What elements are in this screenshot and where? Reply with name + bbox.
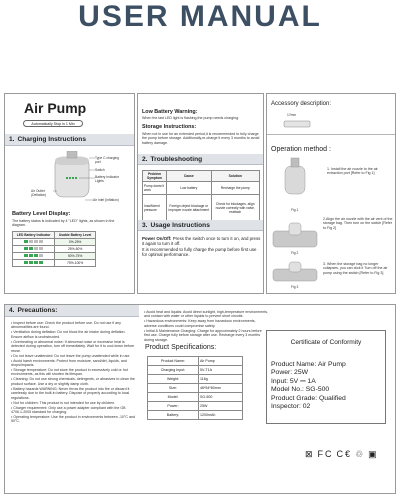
- led-bar: [29, 254, 33, 257]
- precaution-text: Overheating or abnormal noise: If abnormal noise or excessive heat is detected during operation, turn off immediately. Wait for it to cool down before reuse.: [11, 339, 135, 353]
- bullet-icon: •: [11, 330, 14, 335]
- spec-label: Power:: [148, 402, 199, 411]
- troubleshoot-table: [142, 170, 260, 221]
- precaution-text: Inspect before use: Check the product before use. Do not use if any abnormalities are found.: [11, 321, 121, 330]
- spec-label: Model:: [148, 393, 199, 402]
- pump-illustration: [53, 151, 91, 199]
- spec-value: 5V-T1A: [199, 366, 243, 375]
- list-item: [11, 354, 135, 358]
- compliance-mark-icon: ▣: [368, 449, 379, 459]
- table-row: [13, 239, 96, 246]
- usage-power-label: Power On/Off:: [142, 236, 172, 241]
- nozzle-accessory-icon: [283, 119, 311, 129]
- panel-precautions: [4, 304, 396, 494]
- table-row: [148, 393, 243, 402]
- nozzle-size-label: 17mm: [287, 113, 297, 117]
- certificate-box: [266, 330, 386, 424]
- list-item: [144, 310, 268, 319]
- list-item: [11, 401, 135, 405]
- cert-line: Product Grade: Qualified: [271, 394, 346, 402]
- usage-power-text: Press the switch once to turn it on, and press it again to turn it off.: [142, 236, 261, 247]
- trouble-col-cause: Cause: [167, 171, 211, 182]
- precaution-text: Initial & Maintenance Charging: Charge for approximately 2 hours before first use. Charge fully before storage after use. Recharge every 3 months during storage.: [144, 328, 262, 342]
- usage-recommend-text: It is recommended to fully charge the pump before first use for optimal performance.: [142, 246, 257, 258]
- battery-led-cell: [13, 246, 55, 253]
- troubleshoot-header-num: 2.: [142, 155, 148, 163]
- led-bar: [34, 247, 38, 250]
- bullet-icon: •: [11, 400, 14, 405]
- compliance-mark-icon: ⊠: [305, 449, 315, 459]
- list-item: [11, 415, 135, 424]
- spec-value: 25W: [199, 402, 243, 411]
- fig2-illustration: [272, 221, 318, 249]
- table-row: [143, 182, 260, 195]
- bullet-icon: •: [11, 368, 14, 373]
- compliance-mark-icon: FC: [317, 449, 334, 459]
- bullet-icon: •: [11, 358, 14, 363]
- step3-text: 3. When the storage bag no longer collapses, you can click it Turn off the air pump using the switch [Refer to Fig 3]: [323, 262, 388, 275]
- product-name: Air Pump: [24, 100, 87, 116]
- cert-line: Product Name: Air Pump: [271, 361, 346, 368]
- storage-title: Storage Instructions:: [142, 124, 197, 130]
- precautions-header: [5, 305, 139, 317]
- usage-header: [138, 220, 264, 231]
- bullet-icon: •: [11, 377, 14, 382]
- table-row: [13, 260, 96, 267]
- led-bar: [34, 240, 38, 243]
- precaution-text: Avoid harsh environments: Protect from moisture, sand/dirt, liquids, and drops/impacts.: [11, 358, 127, 368]
- operation-title: Operation method :: [271, 146, 331, 153]
- bullet-icon: •: [11, 405, 14, 410]
- list-item: [11, 321, 135, 330]
- list-item: [11, 377, 135, 386]
- accessory-title: Accessory description:: [271, 101, 332, 107]
- spec-label: Product Name:: [148, 357, 199, 366]
- low-battery-title: Low Battery Warning:: [142, 109, 198, 115]
- callout-outlet: Air Outlet (Deflation): [31, 189, 47, 198]
- precautions-header-text: Precautions:: [17, 307, 58, 314]
- bullet-icon: •: [11, 339, 14, 344]
- usage-text-block: [142, 236, 262, 258]
- pump-nozzle: [67, 151, 77, 158]
- table-row: [13, 253, 96, 260]
- spec-value: 116g: [199, 375, 243, 384]
- trouble-cell: Insufficient pressure: [143, 195, 167, 221]
- led-bar: [24, 254, 28, 257]
- charging-header-num: 1.: [9, 136, 15, 143]
- spec-value: SG-500: [199, 393, 243, 402]
- led-bar: [39, 240, 43, 243]
- charging-header-text: Charging Instructions: [17, 136, 87, 143]
- led-bar: [34, 261, 38, 264]
- bullet-icon: •: [11, 415, 14, 420]
- trouble-cell: Pump doesn't work: [143, 182, 167, 195]
- precaution-text: Hazardous environments: Keep away from hazardous environments, adverse conditions could compromise safety.: [144, 319, 256, 328]
- list-item: [144, 319, 268, 328]
- bullet-icon: •: [11, 386, 14, 391]
- spec-table: [147, 356, 243, 420]
- bullet-icon: •: [144, 319, 147, 324]
- precautions-list: [11, 321, 135, 424]
- precautions-list-right: [144, 310, 268, 343]
- spec-label: Weight:: [148, 375, 199, 384]
- usage-header-num: 3.: [142, 221, 148, 229]
- led-bar: [39, 254, 43, 257]
- troubleshoot-header-text: Troubleshooting: [150, 155, 203, 163]
- trouble-col-solution: Solution: [211, 171, 260, 182]
- table-row: [143, 195, 260, 221]
- cert-line: Power: 25W: [271, 369, 309, 377]
- battery-level-text: The battery status is indicated by 4 "LED" lights, as shown in the diagram.: [12, 219, 115, 228]
- precaution-text: Charger requirement: Only use a power adapter compliant with the GB 4706.1-2005 standard for charging.: [11, 405, 126, 415]
- spec-label: Battery:: [148, 411, 199, 420]
- spec-label: Size:: [148, 384, 199, 393]
- panel-storage-troubleshoot: [137, 93, 264, 294]
- spec-title: Product Specifications:: [145, 344, 217, 351]
- fig3-label: Fig 3: [291, 285, 299, 289]
- list-item: [11, 330, 135, 339]
- spec-value: Air Pump: [199, 357, 243, 366]
- bullet-icon: •: [144, 328, 147, 333]
- cert-title: Certificate of Conformity: [290, 339, 362, 346]
- trouble-cell: Check for blockages, align nozzle correctly with valve, reattach: [211, 195, 260, 221]
- panel-charging: [4, 93, 135, 294]
- manual-title: USER MANUAL: [78, 0, 322, 33]
- table-row: [148, 357, 243, 366]
- compliance-mark-icon: ♲: [355, 449, 366, 459]
- spec-label: Charging Input:: [148, 366, 199, 375]
- list-item: [11, 340, 135, 353]
- led-bar: [24, 247, 28, 250]
- table-row: [148, 384, 243, 393]
- list-item: [11, 387, 135, 400]
- precaution-text: Not for children: This product is not intended for use by children.: [13, 400, 116, 405]
- bullet-icon: •: [11, 353, 14, 358]
- callout-type-c: Type C charging port: [95, 156, 120, 165]
- charging-header: [5, 134, 135, 146]
- bullet-icon: •: [11, 321, 14, 325]
- auto-stop-badge: Automatically Stop in 1 Min: [23, 120, 83, 127]
- battery-table: [12, 231, 96, 267]
- list-item: [11, 359, 135, 368]
- step1-text: 1. Install the air nozzle to the air extraction port [Refer to Fig 1]: [327, 167, 378, 176]
- table-row: [148, 375, 243, 384]
- table-row: [148, 402, 243, 411]
- battery-level-cell: 25%-50%: [55, 246, 96, 253]
- compliance-marks: [305, 449, 382, 460]
- low-battery-text: When the last LED light is flashing,the pump needs charging.: [142, 116, 240, 120]
- troubleshoot-header: [138, 154, 264, 165]
- trouble-cell: Foreign object blockage or improper nozzle attachment: [167, 195, 211, 221]
- trouble-col-problem: Problem Symptom: [143, 171, 167, 182]
- table-row: [148, 366, 243, 375]
- fig1-illustration: [281, 156, 309, 196]
- led-bar: [24, 240, 28, 243]
- spec-value: 46*54*60mm: [199, 384, 243, 393]
- precaution-text: Ventilation during deflation: Do not block the air intake during deflation. Ensure airflow is unobstructed.: [11, 330, 126, 339]
- precaution-text: Battery hazards WARNING: Never throw the product into fire or discard it carelessly due to the built-in battery. Dispose of properly according to local regulations.: [11, 386, 130, 400]
- list-item: [11, 368, 135, 377]
- led-bar: [29, 247, 33, 250]
- led-bar: [39, 261, 43, 264]
- precaution-text: Storage temperature: Do not store the product in excessively cold or hot environments, as this will shorten its lifespan.: [11, 368, 128, 377]
- precaution-text: Do not leave unattended: Do not leave the pump unattended while in use.: [13, 353, 131, 358]
- table-row: [148, 411, 243, 420]
- cert-line: Inspector: 02: [271, 403, 311, 411]
- cert-lines: [271, 361, 383, 411]
- fig3-illustration: [272, 261, 318, 283]
- panel-operation: [266, 93, 396, 294]
- battery-level-cell: 50%-75%: [55, 253, 96, 260]
- fig1-label: Fig 1: [291, 208, 299, 212]
- battery-col-level: Usable Battery Level: [55, 232, 96, 239]
- battery-level-cell: 75%-100%: [55, 260, 96, 267]
- precautions-header-num: 4.: [9, 307, 15, 314]
- table-row: [13, 246, 96, 253]
- led-bar: [29, 261, 33, 264]
- precaution-text: Cleaning: Do not use strong chemicals, detergents, or abrasives to clean the product surface. Use a dry or slightly damp cloth.: [11, 377, 135, 386]
- battery-led-cell: [13, 253, 55, 260]
- list-item: [144, 329, 268, 342]
- trouble-cell: Low battery: [167, 182, 211, 195]
- led-bar: [39, 247, 43, 250]
- trouble-cell: Recharge the pump: [211, 182, 260, 195]
- callout-inlet: Air Inlet (Inflation): [93, 198, 119, 202]
- callout-indicator: Battery Indicator Lights: [95, 175, 120, 184]
- led-bar: [24, 261, 28, 264]
- battery-level-title: Battery Level Display:: [12, 211, 71, 217]
- led-bar: [34, 254, 38, 257]
- precaution-text: Operating temperature: Use the product in environments between -10°C and 50°C.: [11, 415, 135, 424]
- fig2-label: Fig 2: [291, 251, 299, 255]
- battery-led-cell: [13, 239, 55, 246]
- spec-value: 1200mAh: [199, 411, 243, 420]
- cert-line: Input: 5V ⎓ 1A: [271, 377, 316, 385]
- precaution-text: Avoid heat and liquids: Avoid direct sunlight, high-temperature environments, and contact with water or other liquids to prevent short circuits.: [144, 310, 268, 319]
- bullet-icon: •: [144, 310, 147, 314]
- step2-text: 2.Align the air nozzle with the air vent of the storage bag. Then turn on the switch [Refer to Fig 2]: [323, 217, 393, 230]
- list-item: [11, 406, 135, 415]
- battery-col-led: LED Battery Indicator: [13, 232, 55, 239]
- storage-text: When not in use for an extended period,it is recommended to fully charge the pump before storage. Additionally,re-charge it every 3 months to avoid battery damage.: [142, 132, 260, 145]
- led-bar: [29, 240, 33, 243]
- battery-level-cell: 0%-25%: [55, 239, 96, 246]
- usage-header-text: Usage Instructions: [150, 221, 210, 229]
- callout-switch: Switch: [95, 168, 105, 172]
- battery-led-cell: [13, 260, 55, 267]
- cert-line: Model No.: SG-500: [271, 386, 330, 394]
- accessory-divider: [267, 134, 396, 135]
- compliance-mark-icon: C€: [336, 449, 353, 459]
